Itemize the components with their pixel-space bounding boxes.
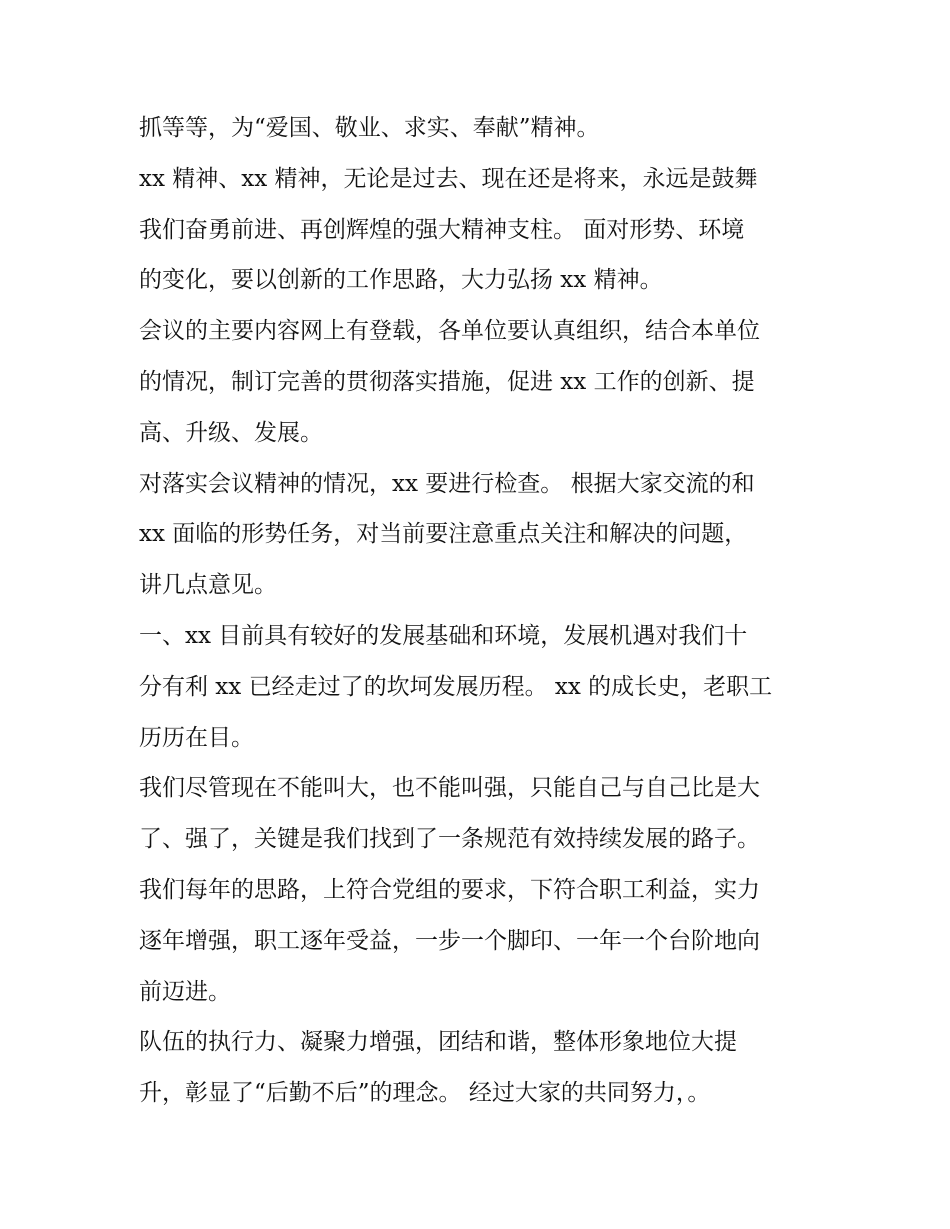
text-line: 的变化，要以创新的工作思路，大力弘扬 xx 精神。 — [139, 267, 663, 294]
text-line: 一、xx 目前具有较好的发展基础和环境，发展机遇对我们十 — [139, 622, 748, 649]
text-line: 了、强了，关键是我们找到了一条规范有效持续发展的路子。 — [139, 826, 760, 853]
text-line: xx 面临的形势任务，对当前要注意重点关注和解决的问题， — [139, 521, 748, 548]
text-line: 队伍的执行力、凝聚力增强，团结和谐，整体形象地位大提 — [139, 1029, 737, 1056]
text-line: 逐年增强，职工逐年受益，一步一个脚印、一年一个台阶地向 — [139, 927, 760, 954]
text-line: 高、升级、发展。 — [139, 419, 323, 446]
text-line: 我们每年的思路，上符合党组的要求，下符合职工利益，实力 — [139, 876, 760, 903]
text-line: 分有利 xx 已经走过了的坎坷发展历程。 xx 的成长史，老职工 — [139, 673, 773, 700]
text-line: 历历在目。 — [139, 724, 254, 751]
text-line: 升，彰显了“后勤不后”的理念。 经过大家的共同努力，。 — [139, 1080, 711, 1107]
text-line: 我们奋勇前进、再创辉煌的强大精神支柱。 面对形势、环境 — [139, 216, 745, 243]
text-line: 对落实会议精神的情况，xx 要进行检查。 根据大家交流的和 — [139, 470, 755, 497]
text-line: 讲几点意见。 — [139, 572, 277, 599]
document-body — [139, 103, 819, 1119]
text-line: 我们尽管现在不能叫大，也不能叫强，只能自己与自己比是大 — [139, 775, 760, 802]
text-line: 的情况，制订完善的贯彻落实措施，促进 xx 工作的创新、提 — [139, 368, 755, 395]
text-line: 前迈进。 — [139, 978, 231, 1005]
text-line: xx 精神、xx 精神，无论是过去、现在还是将来，永远是鼓舞 — [139, 165, 758, 192]
text-line: 会议的主要内容网上有登载，各单位要认真组织，结合本单位 — [139, 318, 760, 345]
text-line: 抓等等，为“爱国、敬业、求实、奉献”精神。 — [139, 115, 600, 141]
